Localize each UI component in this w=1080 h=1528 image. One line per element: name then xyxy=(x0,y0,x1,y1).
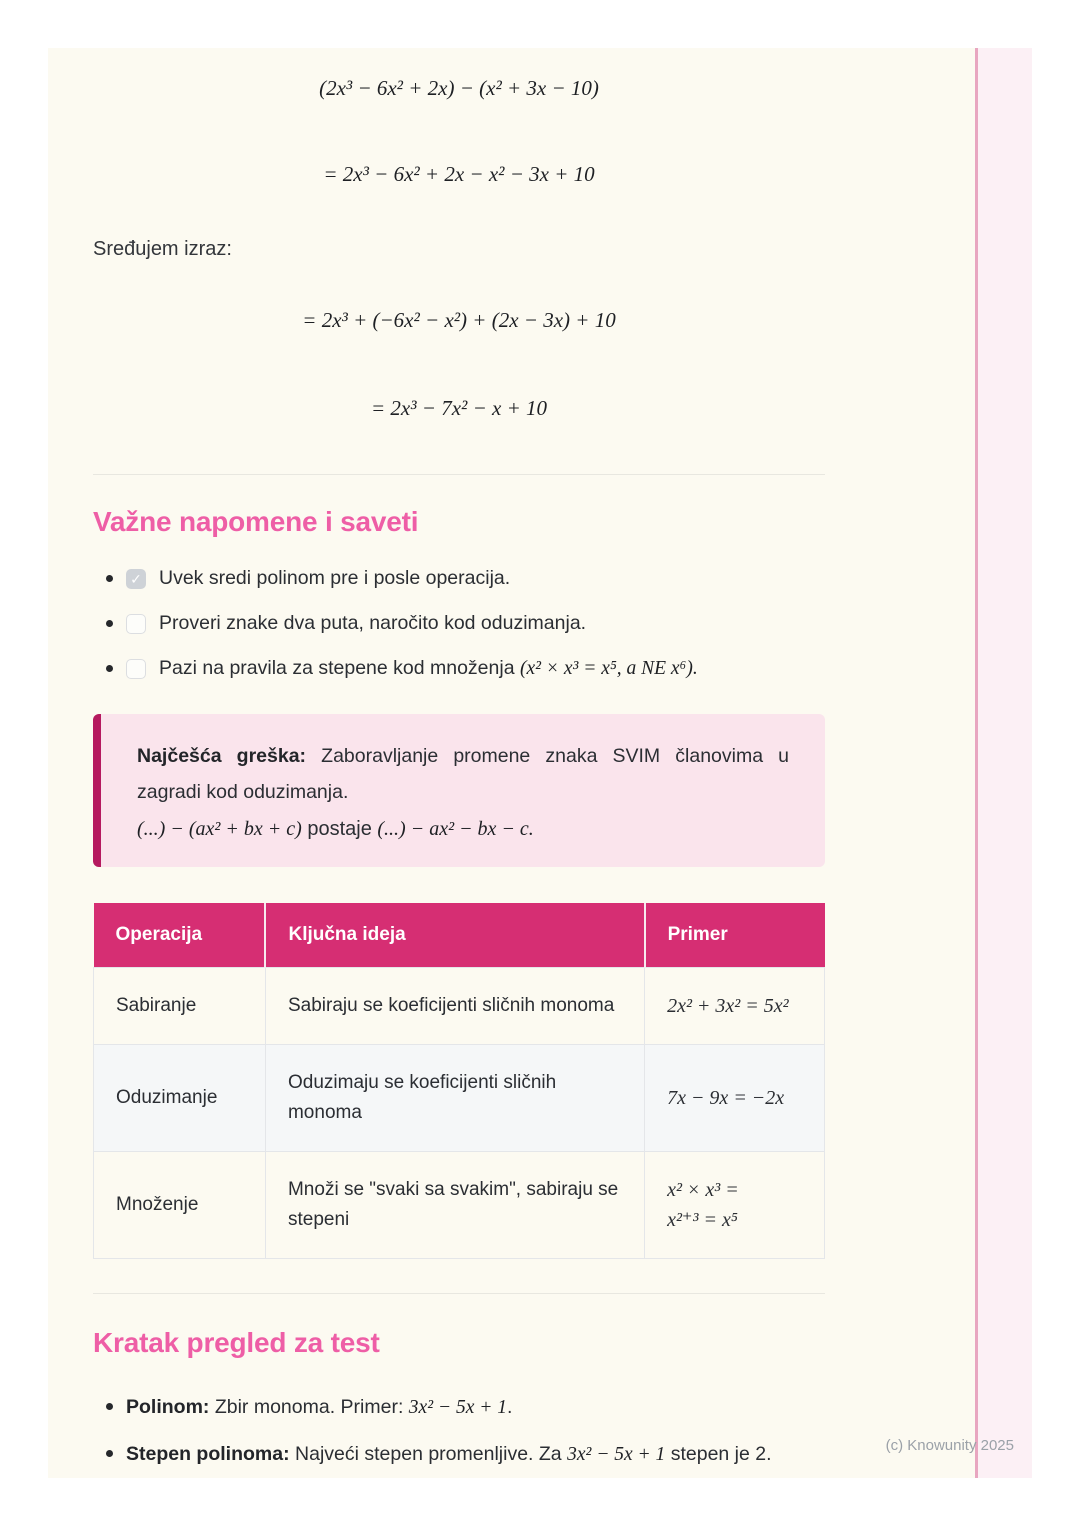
callout-lead: Najčešća greška: xyxy=(137,745,307,767)
table-row xyxy=(94,1152,825,1259)
checklist-item xyxy=(93,655,825,682)
callout-body: Zaboravljanje promene znaka SVIM članovima u zagradi kod oduzimanja. xyxy=(137,745,789,803)
cell-operation: Množenje xyxy=(94,1152,266,1259)
table-row xyxy=(94,1045,825,1152)
bullet-icon xyxy=(106,1450,113,1457)
tips-checklist xyxy=(93,565,825,682)
formula-result: = 2x³ − 7x² − x + 10 xyxy=(371,396,547,420)
checklist-item-label: Pazi na pravila za stepene kod množenja (x² × x³ = x⁵, a NE x⁶). xyxy=(159,657,698,679)
review-item-text: Polinom: Zbir monoma. Primer: 3x² − 5x + 1. xyxy=(126,1396,513,1418)
section-divider xyxy=(93,474,825,475)
table-header-operation: Operacija xyxy=(94,903,266,968)
cell-idea: Sabiraju se koeficijenti sličnih monoma xyxy=(265,968,644,1045)
cell-operation: Sabiranje xyxy=(94,968,266,1045)
table-header-row xyxy=(94,903,825,968)
formula-grouped: = 2x³ + (−6x² − x²) + (2x − 3x) + 10 xyxy=(302,308,616,332)
checklist-item xyxy=(93,565,825,592)
bullet-icon xyxy=(106,575,113,582)
common-mistake-callout xyxy=(93,714,825,867)
formula-expanded: = 2x³ − 6x² + 2x − x² − 3x + 10 xyxy=(323,162,595,186)
bullet-icon xyxy=(106,1403,113,1410)
cell-example: 7x − 9x = −2x xyxy=(645,1045,825,1152)
checklist-item-label: Proveri znake dva puta, naročito kod oduzimanja. xyxy=(159,612,587,634)
section-divider xyxy=(93,1293,825,1294)
review-item-text: Stepen polinoma: Najveći stepen promenljive. Za 3x² − 5x + 1 stepen je 2. xyxy=(126,1443,772,1465)
table-row xyxy=(94,968,825,1045)
cell-idea: Množi se "svaki sa svakim", sabiraju se stepeni xyxy=(265,1152,644,1259)
cell-idea: Oduzimaju se koeficijenti sličnih monoma xyxy=(265,1045,644,1152)
table-header-idea: Ključna ideja xyxy=(265,903,644,968)
operations-table xyxy=(93,903,825,1259)
page-content xyxy=(93,48,825,1486)
checkbox-tip-1[interactable] xyxy=(126,569,146,589)
copyright-footer: (c) Knowunity 2025 xyxy=(885,1437,1014,1454)
cell-operation: Oduzimanje xyxy=(94,1045,266,1152)
cell-example: x² × x³ = x²⁺³ = x⁵ xyxy=(645,1152,825,1259)
review-item xyxy=(93,1392,825,1423)
review-list xyxy=(93,1392,825,1470)
table-header-example: Primer xyxy=(645,903,825,968)
step-label: Sređujem izraz: xyxy=(93,238,232,260)
checklist-item-label: Uvek sredi polinom pre i posle operacija. xyxy=(159,567,511,589)
right-accent-stripe xyxy=(975,48,1032,1478)
bullet-icon xyxy=(106,665,113,672)
document-page-card xyxy=(48,48,1032,1478)
cell-example: 2x² + 3x² = 5x² xyxy=(645,968,825,1045)
notes-section-title: Važne napomene i saveti xyxy=(93,506,419,537)
callout-text xyxy=(137,738,789,810)
callout-formula: (...) − (ax² + bx + c) postaje (...) − ax² − bx − c. xyxy=(137,818,534,840)
review-section-title: Kratak pregled za test xyxy=(93,1327,380,1358)
checkbox-tip-2[interactable] xyxy=(126,614,146,634)
checklist-item xyxy=(93,610,825,637)
review-item xyxy=(93,1439,825,1470)
bullet-icon xyxy=(106,620,113,627)
checkbox-tip-3[interactable] xyxy=(126,659,146,679)
formula-original-expression: (2x³ − 6x² + 2x) − (x² + 3x − 10) xyxy=(319,76,599,100)
